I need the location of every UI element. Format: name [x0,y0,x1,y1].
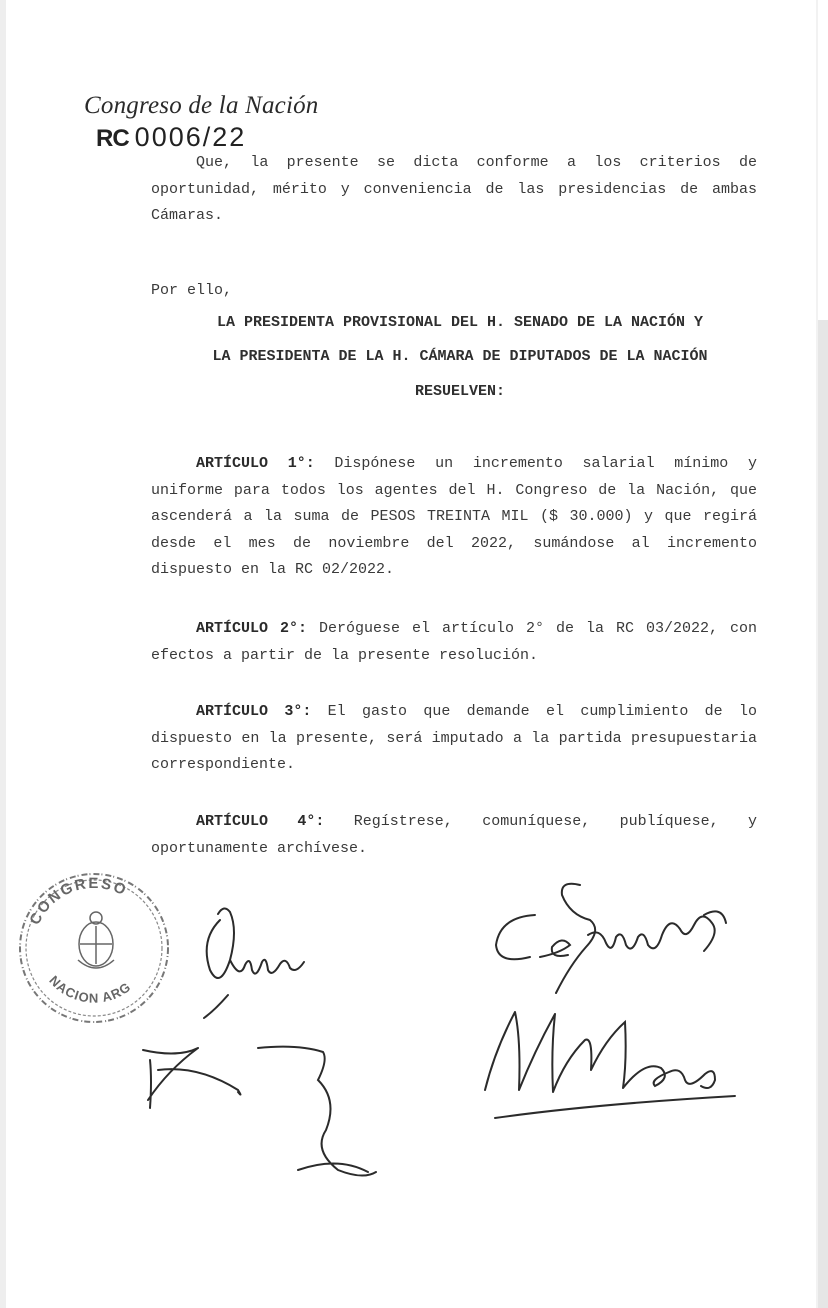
article-4 [151,809,757,862]
article-2-text: Deróguese el artículo 2° de la RC 03/2022, con efectos a partir de la presente resolución. [151,620,757,664]
article-4-label: ARTÍCULO 4°: [196,813,325,830]
resolution-id: 0006/22 [134,122,247,152]
article-2 [151,616,757,669]
article-3 [151,699,757,779]
congress-seal-stamp [14,868,174,1028]
article-3-label: ARTÍCULO 3°: [196,703,312,720]
por-ello-text: Por ello, [151,282,233,299]
authority-line-senate: LA PRESIDENTA PROVISIONAL DEL H. SENADO DE LA NACIÓN Y [216,314,704,331]
resuelven-heading: RESUELVEN: [414,383,505,400]
article-2-label: ARTÍCULO 2°: [196,620,308,637]
page-edge-left [0,0,6,1308]
considerando-text: Que, la presente se dicta conforme a los criterios de oportunidad, mérito y conveniencia de las presidencias de ambas Cámaras. [151,154,757,224]
signature-right-upper [490,875,735,1000]
stamp-top-text: CONGRESO [26,874,131,928]
signature-left-lower [138,1030,383,1180]
coat-of-arms-icon [78,912,114,968]
signature-right-lower [475,1000,740,1125]
considerando-paragraph [151,150,757,230]
signature-left-upper [190,900,320,1020]
stamp-bottom-text: NACION ARG [46,972,134,1006]
authority-line-diputados: LA PRESIDENTA DE LA H. CÁMARA DE DIPUTADOS DE LA NACIÓN [212,348,708,365]
article-4-text: Regístrese, comuníquese, publíquese, y oportunamente archívese. [151,813,757,857]
resolution-number [96,122,246,153]
article-1 [151,451,757,584]
resolution-prefix: RC [96,125,129,152]
institution-title: Congreso de la Nación [84,92,319,119]
article-1-text: Dispónese un incremento salarial mínimo y uniforme para todos los agentes del H. Congreso de la Nación, que ascenderá a la suma de PESOS TREINTA MIL ($ 30.000) y que regirá desde el mes de noviembre del 2022, sumándose al incremento dispuesto en la RC 02/2022. [151,455,757,578]
svg-text:NACION ARG [46,973,134,1006]
page-edge-right-shadow [818,320,828,1308]
article-1-label: ARTÍCULO 1°: [196,455,315,472]
article-3-text: El gasto que demande el cumplimiento de lo dispuesto en la presente, será imputado a la partida presupuestaria correspondiente. [151,703,757,773]
